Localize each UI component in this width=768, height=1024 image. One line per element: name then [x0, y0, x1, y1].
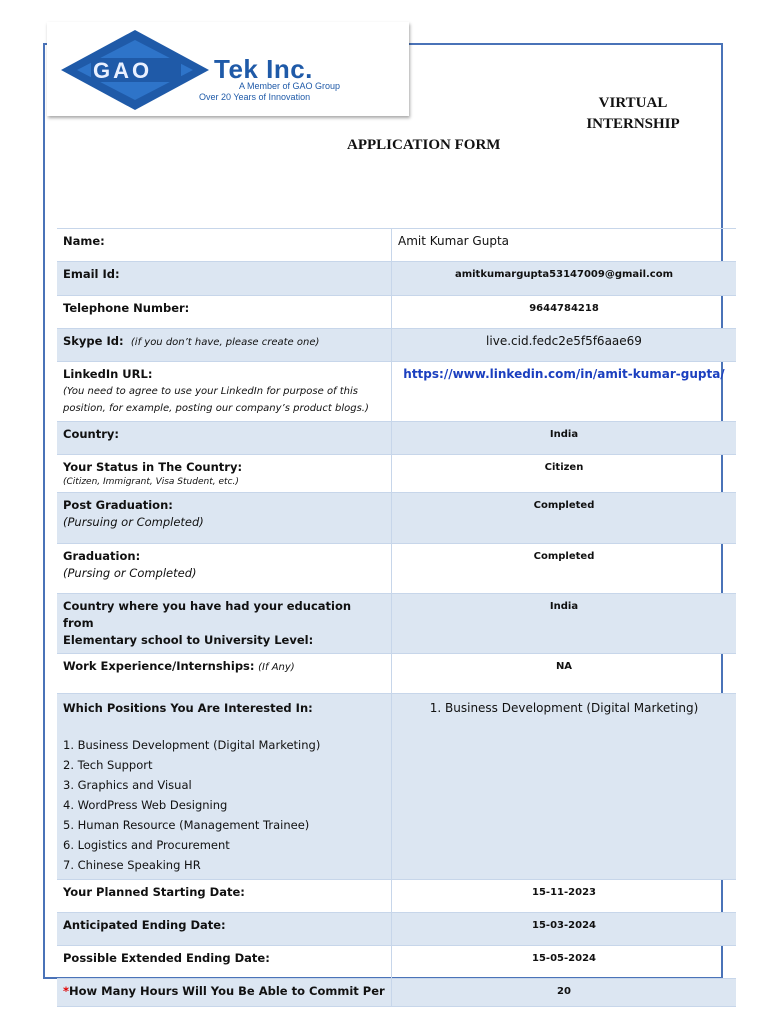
logo-tagline-2: Over 20 Years of Innovation	[199, 92, 311, 102]
extended-value[interactable]: 15-05-2024	[392, 946, 737, 979]
grad-label: Graduation:	[63, 549, 141, 563]
logo-brand: Tek Inc.	[214, 54, 313, 84]
work-cell	[57, 654, 392, 694]
linkedin-cell	[57, 362, 392, 422]
hours-value[interactable]: 20	[392, 979, 737, 1007]
form-title: APPLICATION FORM	[347, 137, 501, 153]
work-label: Work Experience/Internships:	[63, 659, 255, 673]
linkedin-url-link[interactable]: https://www.linkedin.com/in/amit-kumar-gupta/	[403, 367, 725, 381]
start-value[interactable]: 15-11-2023	[392, 880, 737, 913]
position-option: 2. Tech Support	[63, 758, 153, 772]
row-start-date	[57, 880, 736, 913]
edu-country-label-2: Elementary school to University Level:	[63, 633, 314, 647]
position-option: 3. Graphics and Visual	[63, 778, 192, 792]
linkedin-note-1: (You need to agree to use your LinkedIn for purpose of this	[63, 386, 359, 397]
hours-cell	[57, 979, 392, 1007]
title-internship: INTERNSHIP	[586, 116, 680, 132]
row-linkedin	[57, 362, 736, 422]
row-country	[57, 422, 736, 455]
post-grad-note: (Pursuing or Completed)	[63, 515, 204, 529]
logo-mark-text: GAO	[93, 58, 153, 83]
post-grad-label: Post Graduation:	[63, 498, 173, 512]
post-grad-value[interactable]: Completed	[392, 493, 737, 544]
title-virtual: VIRTUAL	[598, 95, 668, 111]
status-value[interactable]: Citizen	[392, 455, 737, 493]
position-option: 6. Logistics and Procurement	[63, 838, 230, 852]
linkedin-value-cell	[392, 362, 737, 422]
work-value[interactable]: NA	[392, 654, 737, 694]
skype-value[interactable]: live.cid.fedc2e5f5f6aae69	[392, 329, 737, 362]
status-note: (Citizen, Immigrant, Visa Student, etc.)	[63, 477, 239, 487]
post-grad-cell	[57, 493, 392, 544]
application-table	[57, 228, 736, 1007]
linkedin-label: LinkedIn URL:	[63, 367, 153, 381]
skype-label: Skype Id:	[63, 334, 124, 348]
grad-note: (Pursing or Completed)	[63, 566, 197, 580]
country-label: Country:	[57, 422, 392, 455]
logo-tagline-1: A Member of GAO Group	[239, 81, 341, 91]
row-phone	[57, 296, 736, 329]
row-status	[57, 455, 736, 493]
end-value[interactable]: 15-03-2024	[392, 913, 737, 946]
skype-note: (if you don’t have, please create one)	[130, 337, 320, 348]
row-post-graduation	[57, 493, 736, 544]
position-option: 1. Business Development (Digital Marketing)	[63, 738, 321, 752]
country-value[interactable]: India	[392, 422, 737, 455]
position-option: 5. Human Resource (Management Trainee)	[63, 818, 310, 832]
row-email	[57, 262, 736, 296]
grad-value[interactable]: Completed	[392, 544, 737, 594]
required-asterisk: *	[63, 984, 70, 998]
linkedin-note-2: position, for example, posting our company’s product blogs.)	[63, 403, 369, 414]
edu-country-value[interactable]: India	[392, 594, 737, 654]
row-graduation	[57, 544, 736, 594]
edu-country-label-1: Country where you have had your education from	[63, 599, 352, 630]
positions-value[interactable]: 1. Business Development (Digital Marketing)	[392, 694, 737, 880]
status-label: Your Status in The Country:	[63, 460, 243, 474]
row-skype	[57, 329, 736, 362]
row-extended-date	[57, 946, 736, 979]
extended-label: Possible Extended Ending Date:	[57, 946, 392, 979]
row-positions	[57, 694, 736, 880]
grad-cell	[57, 544, 392, 594]
hours-label: How Many Hours Will You Be Able to Commit Per	[69, 984, 385, 998]
row-end-date	[57, 913, 736, 946]
row-name	[57, 229, 736, 262]
status-cell	[57, 455, 392, 493]
row-work-experience	[57, 654, 736, 694]
name-label: Name:	[57, 229, 392, 262]
work-note: (If Any)	[258, 662, 295, 673]
email-value[interactable]: amitkumargupta53147009@gmail.com	[392, 262, 737, 296]
positions-cell	[57, 694, 392, 880]
row-education-country	[57, 594, 736, 654]
company-logo	[47, 22, 409, 116]
position-option: 4. WordPress Web Designing	[63, 798, 228, 812]
position-option: 7. Chinese Speaking HR	[63, 858, 201, 872]
start-label: Your Planned Starting Date:	[57, 880, 392, 913]
email-label: Email Id:	[57, 262, 392, 296]
name-value[interactable]: Amit Kumar Gupta	[392, 229, 737, 262]
edu-country-cell	[57, 594, 392, 654]
phone-label: Telephone Number:	[57, 296, 392, 329]
end-label: Anticipated Ending Date:	[57, 913, 392, 946]
skype-cell	[57, 329, 392, 362]
phone-value[interactable]: 9644784218	[392, 296, 737, 329]
positions-list	[63, 735, 385, 875]
row-hours	[57, 979, 736, 1007]
positions-label: Which Positions You Are Interested In:	[63, 701, 313, 715]
